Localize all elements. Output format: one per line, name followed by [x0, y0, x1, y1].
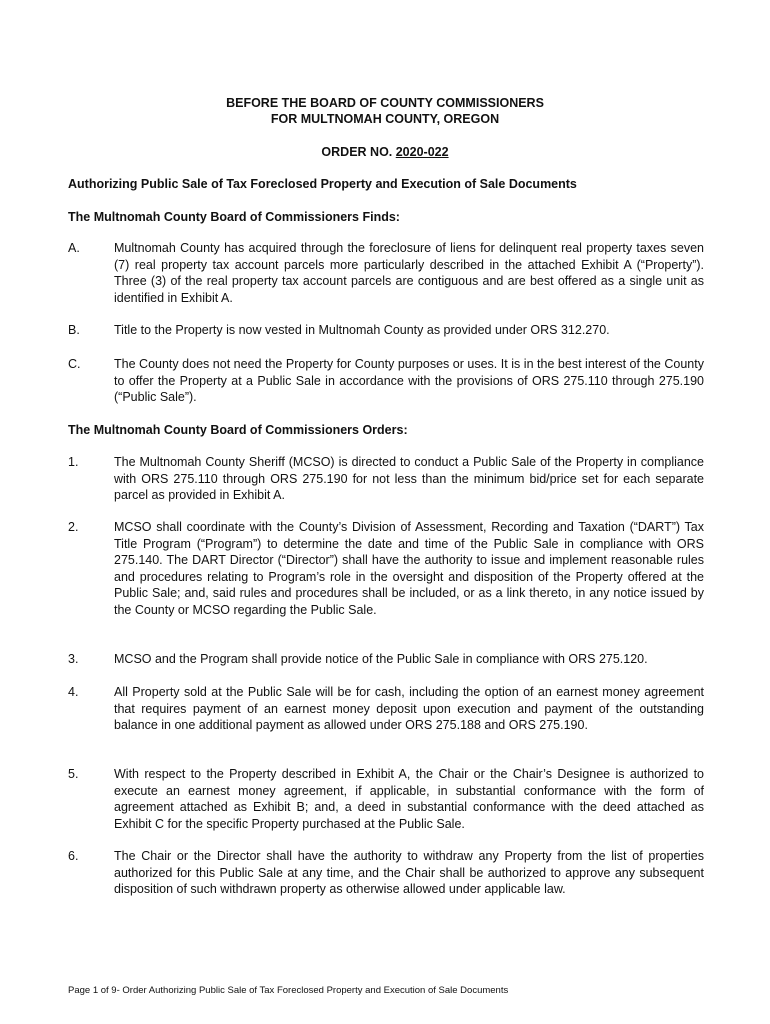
- orders-item-text: The Chair or the Director shall have the authority to withdraw any Property from the list of properties authorized for this Public Sale at any time, and the Chair shall be authorized to approve any subsequent disposition of such withdrawn property as otherwise allowed under applicable law.: [114, 849, 704, 896]
- orders-item-6: [68, 848, 704, 898]
- orders-item-text: With respect to the Property described in Exhibit A, the Chair or the Chair’s Designee is authorized to execute an earnest money agreement, if applicable, in substantial conformance with the form of agreement attached as Exhibit B; and, a deed in substantial conformance with the deed attached as Exhibit C for the specific Property purchased at the Public Sale.: [114, 767, 704, 831]
- page-footer: Page 1 of 9- Order Authorizing Public Sale of Tax Foreclosed Property and Execution of Sale Documents: [68, 985, 509, 996]
- finds-item-text: Title to the Property is now vested in Multnomah County as provided under ORS 312.270.: [114, 323, 610, 337]
- finds-item-text: Multnomah County has acquired through the foreclosure of liens for delinquent real property taxes seven (7) real property tax account parcels more particularly described in the attached Exhibit A (“Property”). Three (3) of the real property tax account parcels are contiguous and are best offered as a single unit as identified in Exhibit A.: [114, 241, 704, 305]
- orders-item-text: MCSO shall coordinate with the County’s Division of Assessment, Recording and Taxation (“DART”) Tax Title Program (“Program”) to determine the date and time of the Public Sale in compliance with ORS 275.140. The DART Director (“Director”) shall have the authority to issue and implement reasonable rules and procedures relating to Program’s role in the oversight and disposition of the Property offered at the Public Sale; and, said rules and procedures shall be included, or as a link thereto, in any notice issued by the County or MCSO regarding the Public Sale.: [114, 520, 704, 617]
- finds-item-label: A.: [68, 241, 80, 255]
- orders-item-3: [68, 651, 704, 668]
- order-number: 2020-022: [395, 145, 449, 159]
- finds-item-text: The County does not need the Property for County purposes or uses. It is in the best interest of the County to offer the Property at a Public Sale in accordance with the provisions of ORS 275.110 through 275.190 (“Public Sale”).: [114, 357, 704, 404]
- orders-item-label: 3.: [68, 652, 79, 666]
- orders-item-text: All Property sold at the Public Sale will be for cash, including the option of an earnest money agreement that requires payment of an earnest money deposit upon execution and payment of the outstanding balance in one additional payment as allowed under ORS 275.188 and ORS 275.190.: [114, 685, 704, 732]
- orders-item-1: [68, 454, 704, 504]
- finds-item-a: [68, 240, 704, 306]
- orders-item-2: [68, 519, 704, 618]
- finds-item-label: C.: [68, 357, 81, 371]
- orders-item-5: [68, 766, 704, 832]
- orders-item-text: The Multnomah County Sheriff (MCSO) is directed to conduct a Public Sale of the Property in compliance with ORS 275.110 through ORS 275.190 for not less than the minimum bid/price set for each separate parcel as provided in Exhibit A.: [114, 455, 704, 502]
- orders-item-label: 2.: [68, 520, 79, 534]
- orders-item-4: [68, 684, 704, 734]
- orders-item-label: 1.: [68, 455, 79, 469]
- header-line-1: BEFORE THE BOARD OF COUNTY COMMISSIONERS: [226, 96, 544, 110]
- finds-item-label: B.: [68, 323, 80, 337]
- order-prefix: ORDER NO.: [321, 145, 396, 159]
- orders-heading: The Multnomah County Board of Commissioners Orders:: [68, 423, 408, 437]
- finds-item-b: [68, 322, 704, 339]
- orders-item-label: 6.: [68, 849, 79, 863]
- header-line-2: FOR MULTNOMAH COUNTY, OREGON: [270, 112, 500, 126]
- finds-heading: The Multnomah County Board of Commissioners Finds:: [68, 210, 400, 224]
- orders-item-text: MCSO and the Program shall provide notice of the Public Sale in compliance with ORS 275.120.: [114, 652, 648, 666]
- orders-item-label: 5.: [68, 767, 79, 781]
- order-number-line: [0, 145, 770, 159]
- orders-item-label: 4.: [68, 685, 79, 699]
- finds-item-c: [68, 356, 704, 406]
- document-title: Authorizing Public Sale of Tax Foreclosed Property and Execution of Sale Documents: [68, 177, 577, 191]
